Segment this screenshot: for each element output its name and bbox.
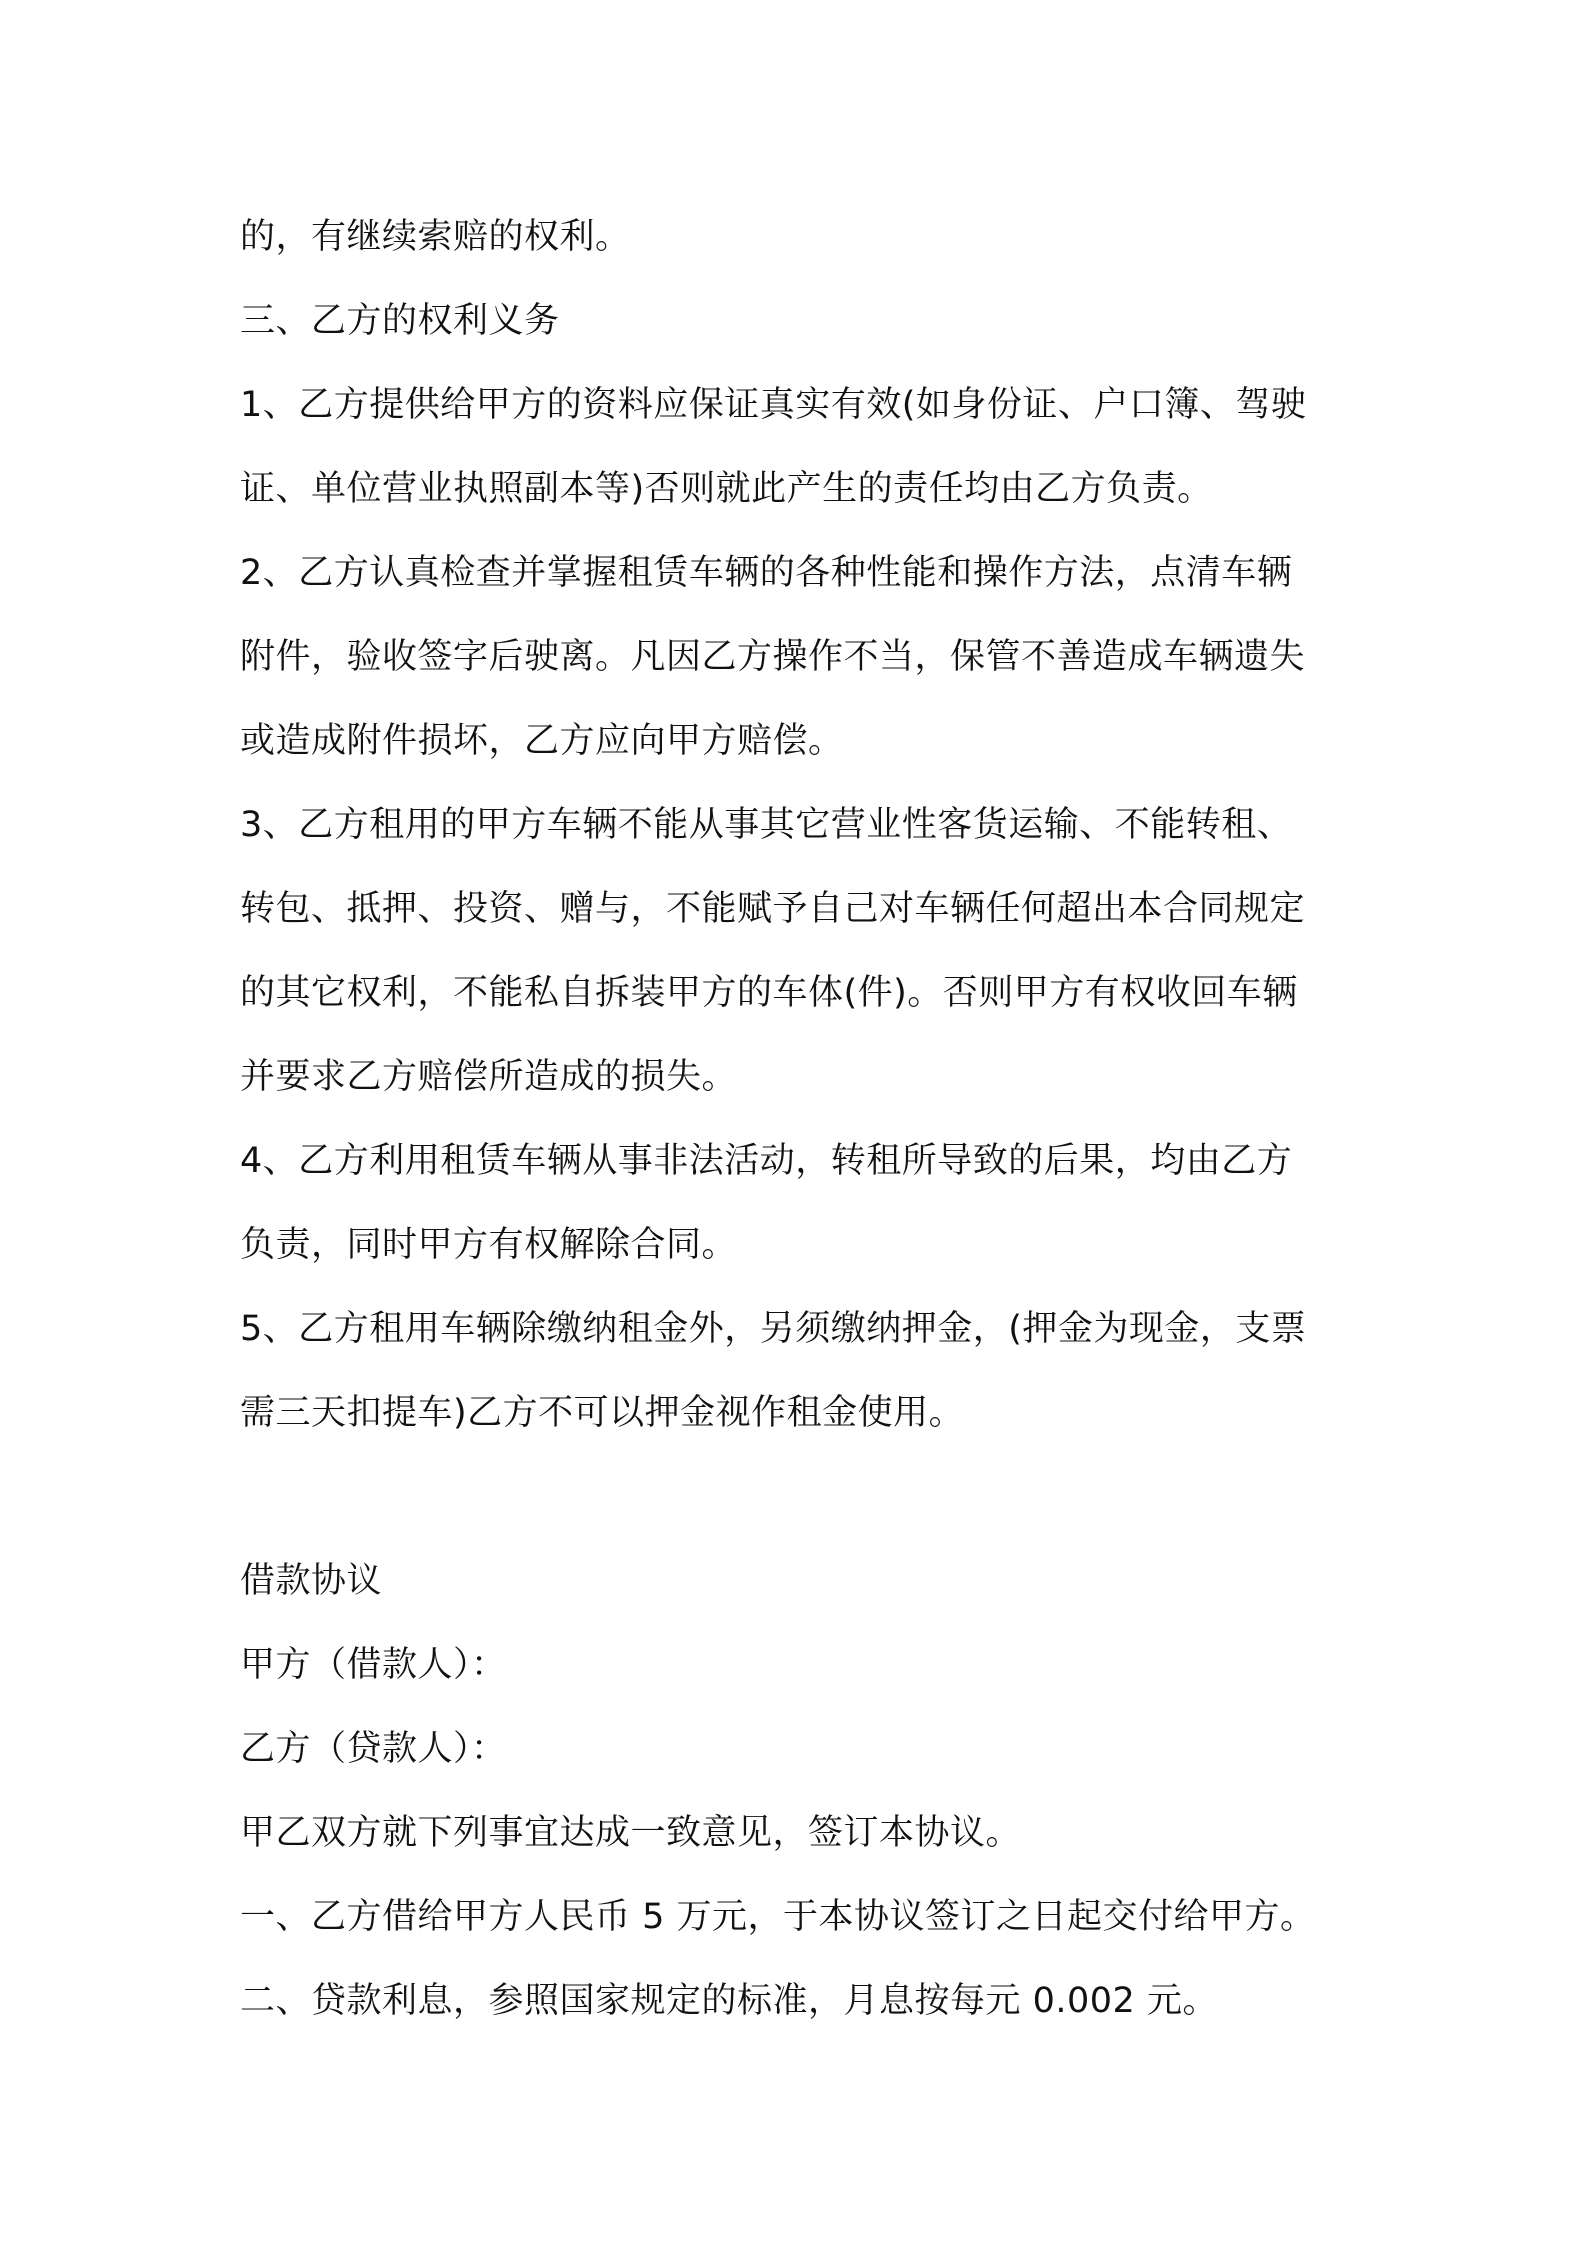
- document-body: [240, 195, 1355, 2043]
- paragraph-line: 证、单位营业执照副本等)否则就此产生的责任均由乙方负责。: [240, 469, 1213, 509]
- paragraph-line: 2、乙方认真检查并掌握租赁车辆的各种性能和操作方法，点清车辆: [240, 553, 1293, 593]
- section-heading: 三、乙方的权利义务: [240, 301, 560, 341]
- paragraph-line: 附件，验收签字后驶离。凡因乙方操作不当，保管不善造成车辆遗失: [240, 637, 1306, 677]
- section-gap: [240, 1455, 1355, 1539]
- paragraph-line: 的其它权利，不能私自拆装甲方的车体(件)。否则甲方有权收回车辆: [240, 973, 1298, 1013]
- paragraph-line: 一、乙方借给甲方人民币 5 万元，于本协议签订之日起交付给甲方。: [240, 1897, 1316, 1937]
- paragraph-line: 甲乙双方就下列事宜达成一致意见，签订本协议。: [240, 1813, 1022, 1853]
- paragraph-line: 负责，同时甲方有权解除合同。: [240, 1225, 738, 1265]
- loan-title: 借款协议: [240, 1561, 383, 1601]
- paragraph-line: 的，有继续索赔的权利。: [240, 217, 631, 257]
- paragraph-line: 转包、抵押、投资、赠与，不能赋予自己对车辆任何超出本合同规定: [240, 889, 1306, 929]
- paragraph-line: 1、乙方提供给甲方的资料应保证真实有效(如身份证、户口簿、驾驶: [240, 385, 1307, 425]
- party-b-label: 乙方（贷款人）：: [240, 1729, 507, 1769]
- paragraph-line: 二、贷款利息，参照国家规定的标准，月息按每元 0.002 元。: [240, 1981, 1218, 2021]
- paragraph-line: 4、乙方利用租赁车辆从事非法活动，转租所导致的后果，均由乙方: [240, 1141, 1293, 1181]
- paragraph-line: 或造成附件损坏，乙方应向甲方赔偿。: [240, 721, 844, 761]
- party-a-label: 甲方（借款人）：: [240, 1645, 507, 1685]
- paragraph-line: 并要求乙方赔偿所造成的损失。: [240, 1057, 738, 1097]
- paragraph-line: 3、乙方租用的甲方车辆不能从事其它营业性客货运输、不能转租、: [240, 805, 1293, 845]
- paragraph-line: 需三天扣提车)乙方不可以押金视作租金使用。: [240, 1393, 965, 1433]
- paragraph-line: 5、乙方租用车辆除缴纳租金外，另须缴纳押金，(押金为现金，支票: [240, 1309, 1307, 1349]
